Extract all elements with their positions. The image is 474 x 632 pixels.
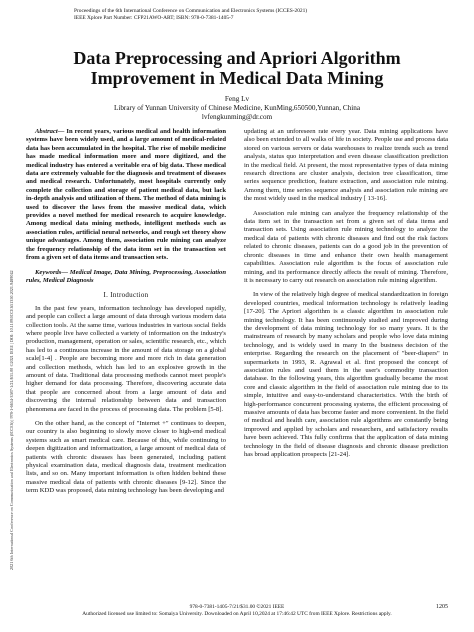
intro-paragraph-1: In the past few years, information technology has developed rapidly, and people can collect a large amount of data through various modern data collection tools. At the same time, various industries in various social fields where people live have collected a variety of information on the industry's production, management, operation or sales, scientific research, etc., which has led to a continuous increase in the amount of data storage on a global scale[1-4] . People are becoming more and more rich in data generation and collection methods, which has led to an explosive growth in the amount of data. Traditional data processing methods cannot meet people's higher demand for data processing. Therefore, discovering accurate data that people are concerned about from a large amount of data and discovering the internal relationship between data and transaction phenomena are faced in the process of processing data. The problem [5-8]. bbox=[26, 304, 226, 413]
conference-header bbox=[74, 8, 307, 22]
keywords bbox=[26, 269, 226, 286]
right-paragraph-1: updating at an unforeseen rate every year. Data mining applications have also been extended to all walks of life in society. People use and process data stored on various servers or data warehouses to realize trends such as trend analysis, status quo interpretation and even disease classification prediction in the medical field. At present, the most representative types of data mining research directions are cluster analysis, decision tree classification, time series sequence prediction, feature extraction, and association rule mining. Among them, time series sequence analysis and association rule mining are the most widely used in the medical industry [ 13-16]. bbox=[244, 128, 448, 203]
header-line-2: IEEE Xplore Part Number: CFP21AWO-ART; ISBN: 978-0-7381-1405-7 bbox=[74, 15, 234, 21]
author-block bbox=[40, 95, 434, 122]
section-heading-introduction: I. Introduction bbox=[103, 291, 149, 300]
right-paragraph-3: In view of the relatively high degree of medical standardization in foreign developed countries, medical information technology is relatively leading [17-20]. The Apriori algorithm is a classic algorithm in association rule mining technology. It has been continuously studied and improved during the development of data mining technology for so many years. It is the mainstream of research by many scholars and people who love data mining technology, and is widely used in many In the business decision of the enterprise. Regarding the research on the placement of "beer-diapers" in supermarkets in 1993, R. Agrawal et al. first proposed the concept of association rules and used them in the user's commodity transaction database. In the following years, this algorithm gradually became the most core and classic algorithm in the field of association rule mining due to its simple, intuitive and easy-to-understand characteristics. With the birth of high-performance concurrent processing systems, the efficient processing of massive amounts of data has become faster and more convenient. In the field of medical and health care, association rule algorithms are constantly being improved and applied by scholars and researchers, and satisfactory results have been achieved. This fully confirms that the application of data mining technology in the field of disease diagnosis and chronic disease prediction has broad application prospects [21-24]. bbox=[244, 291, 448, 459]
keywords-label: Keywords— bbox=[35, 268, 68, 276]
paper-title bbox=[40, 48, 434, 88]
left-column bbox=[26, 128, 226, 502]
right-paragraph-2: Association rule mining can analyze the frequency relationship of the data item set in the transaction set from a given set of data items and transaction sets. Using association rule mining technology to analyze the medical data of patients with chronic diseases and find out the risk factors related to chronic diseases, patients can do a good job in the prevention of chronic diseases in time and enhance their own health management capabilities. Association rule algorithm is the focus of association rule mining, and its performance directly affects the result of mining. Therefore, it is necessary to carry out research on association rule mining algorithm. bbox=[244, 209, 448, 284]
title-line-2: Improvement in Medical Data Mining bbox=[90, 68, 384, 88]
abstract-text: In recent years, various medical and health information systems have been widely used, and a large amount of medical-related data has been accumulated in the hospital. The rise of mobile medicine has made medical information more and more digitized, and the medical industry has entered a veritable era of big data. These medical data are extremely valuable for the diagnosis and treatment of diseases and medical research. Unfortunately, most hospitals currently only complete the collection and storage of patient medical data, but lack in-depth analysis and utilization of them. The method of data mining is used to discover the laws from the massive medical data, which provides a novel method for medical research to acquire knowledge. Among medical data mining methods, intelligent methods such as association rules, artificial neural networks, and rough set theory show unique advantages. Among them, association rule mining can analyze the frequency relationship of the data item set in the transaction set from a given set of data items and transaction sets. bbox=[26, 128, 226, 262]
right-column bbox=[244, 128, 448, 465]
keywords-text: Medical Image, Data Mining, Preprocessing, Association rules, Medical Diagnosis bbox=[26, 268, 226, 284]
page-number: 1205 bbox=[436, 604, 448, 610]
footer-copyright: 978-0-7381-1405-7/21/$31.00 ©2021 IEEE bbox=[189, 604, 285, 610]
author-name: Feng Lv bbox=[224, 95, 250, 103]
side-doi-banner bbox=[2, 70, 14, 570]
page-footer bbox=[0, 604, 474, 618]
abstract-label: Abstract— bbox=[35, 128, 65, 135]
author-affiliation: Library of Yunnan University of Chinese Medicine, KunMing,650500,Yunnan, China bbox=[113, 104, 361, 112]
author-email: lvfengkunming@dr.com bbox=[201, 113, 273, 121]
title-line-1: Data Preprocessing and Apriori Algorithm bbox=[73, 48, 401, 68]
footer-license: Authorized licensed use limited to: Somaiya University. Downloaded on April 10,2024 at 17:46:42 UTC from IEEE Xplore. Restrictions apply. bbox=[82, 611, 392, 617]
side-doi-text: 2021 6th International Conference on Communication and Electronics Systems (ICCES) | 978-1-6654-3587-1/21/$31.00 ©2021 IEEE | DOI: 10.1109/ICCES51350.2021.9489042 bbox=[9, 270, 14, 570]
header-line-1: Proceedings of the 6th International Conference on Communication and Electronics Systems (ICCES-2021) bbox=[74, 8, 308, 14]
intro-paragraph-2: On the other hand, as the concept of "Internet +" continues to deepen, our country is also beginning to slowly move closer to high-end medical systems such as smart medical care. Because of this, while continuing to deepen digitization and informatization, a large amount of medical data of patients with chronic diseases has been generated, including patient physical examination data, medical diagnosis data, treatment medication lists, and so on. Many important information is often hidden behind these massive medical data of patients with chronic diseases [9-12]. Since the term KDD was proposed, data mining technology has been developing and bbox=[26, 420, 226, 495]
abstract bbox=[26, 128, 226, 263]
